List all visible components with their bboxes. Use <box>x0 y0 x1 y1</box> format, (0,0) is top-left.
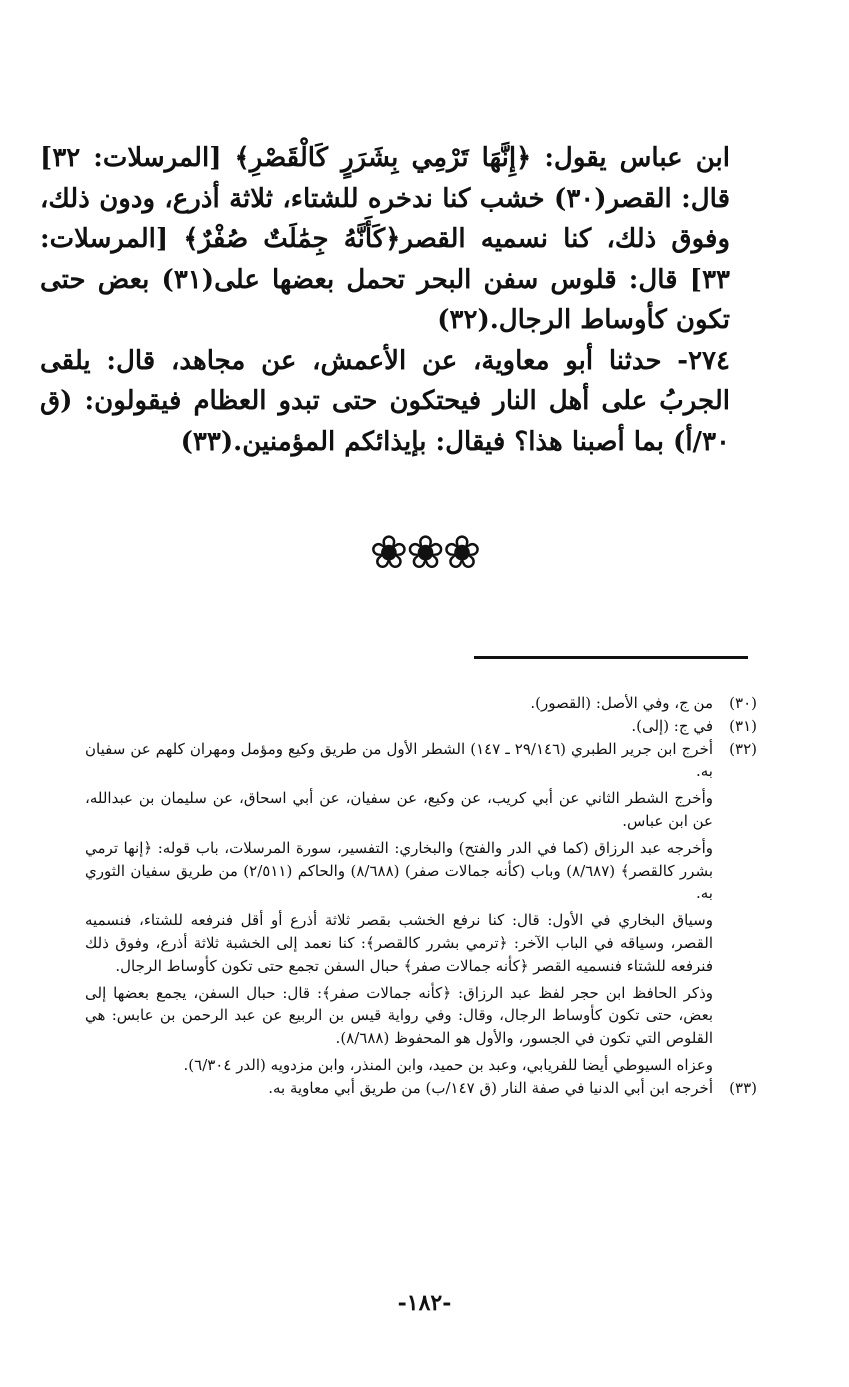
footnote-33 <box>85 1077 757 1100</box>
page-number: -١٨٢- <box>397 1290 452 1316</box>
footnote-body <box>85 1077 713 1100</box>
ornament-divider: ❀❀❀ <box>369 525 480 579</box>
footnote-31 <box>85 715 757 738</box>
footnote-text: وذكر الحافظ ابن حجر لفظ عبد الرزاق: ﴿كأنه جمالات صفر﴾: قال: حبال السفن، يجمع بعضها إلى بعض، حتى تكون كأوساط الرجال، وقال: وفي رواية قيس بن الربيع عن عبد الرحمن بن عابس: هي القلوص التي تكون في الجسور، والأول هو المحفوظ (٨/٦٨٨). <box>85 983 713 1048</box>
footnote-number: (٣٠) <box>729 694 757 712</box>
main-paragraph: ابن عباس يقول: ﴿إِنَّهَا تَرْمِي بِشَرَرٍ كَالْقَصْرِ﴾ [المرسلات: ٣٢] قال: القصر(٣٠) خشب كنا ندخره للشتاء، ثلاثة أذرع، ودون ذلك، وفوق ذلك، كنا نسميه القصر﴿كَأَنَّهُ جِمَٰلَتٌ صُفْرٌ﴾ [المرسلات: ٣٣] قال: قلوس سفن البحر تحمل بعضها على(٣١) بعض حتى تكون كأوساط الرجال.(٣٢) <box>40 143 731 335</box>
footnote-text: أخرج ابن جرير الطبري (٢٩/١٤٦ ـ ١٤٧) الشطر الأول من طريق وكيع ومؤمل ومهران كلهم عن سفيان به. <box>85 739 714 781</box>
footnotes <box>85 692 757 1100</box>
footnote-number: (٣٣) <box>729 1078 757 1097</box>
footnote-separator <box>474 656 748 659</box>
footnote-text: وأخرج الشطر الثاني عن أبي كريب، عن وكيع، عن سفيان، عن أبي اسحاق، عن سليمان بن عبدالله، عن ابن عباس. <box>85 789 713 830</box>
footnote-32 <box>85 738 757 1077</box>
main-text <box>40 138 730 462</box>
footnote-text: في ج: (إلى). <box>631 716 713 735</box>
footnote-number: (٣٢) <box>729 739 757 758</box>
footnote-text: وعزاه السيوطي أيضا للفريابي، وعبد بن حميد، وابن المنذر، وابن مزدويه (الدر ٦/٣٠٤). <box>183 1055 713 1074</box>
footnote-text: أخرجه ابن أبي الدنيا في صفة النار (ق ١٤٧/ب) من طريق أبي معاوية به. <box>268 1078 713 1097</box>
footnote-body <box>85 692 713 715</box>
footnote-30 <box>85 692 757 715</box>
footnote-text: وأخرجه عبد الرزاق (كما في الدر والفتح) والبخاري: التفسير، سورة المرسلات، باب قوله: ﴿إنها ترمي بشرر كالقصر﴾ (٨/٦٨٧) وباب (كأنه جمالات صفر) (٨/٦٨٨) والحاكم (٢/٥١١) من طريق سفيان الثوري به. <box>85 838 714 903</box>
footnote-text: من ج، وفي الأصل: (القصور). <box>530 694 713 712</box>
main-paragraph: ٢٧٤- حدثنا أبو معاوية، عن الأعمش، عن مجاهد، قال: يلقى الجربُ على أهل النار فيحتكون حتى تبدو العظام فيقولون: (ق ٣٠/أ) بما أصبنا هذا؟ فيقال: بإيذائكم المؤمنين.(٣٣) <box>40 345 730 457</box>
footnote-body <box>85 738 713 1077</box>
footnote-body <box>85 715 713 738</box>
footnote-text: وسياق البخاري في الأول: قال: كنا نرفع الخشب بقصر ثلاثة أذرع أو أقل فنرفعه للشتاء، فنسميه القصر، وسياقه في الباب الآخر: ﴿ترمي بشرر كالقصر﴾: كنا نعمد إلى الخشبة ثلاثة أذرع، وفوق ذلك فنرفعه للشتاء فنسميه القصر ﴿كأنه جمالات صفر﴾ حبال السفن تجمع حتى تكون كأوساط الرجال. <box>85 911 713 975</box>
footnote-number: (٣١) <box>729 716 757 735</box>
